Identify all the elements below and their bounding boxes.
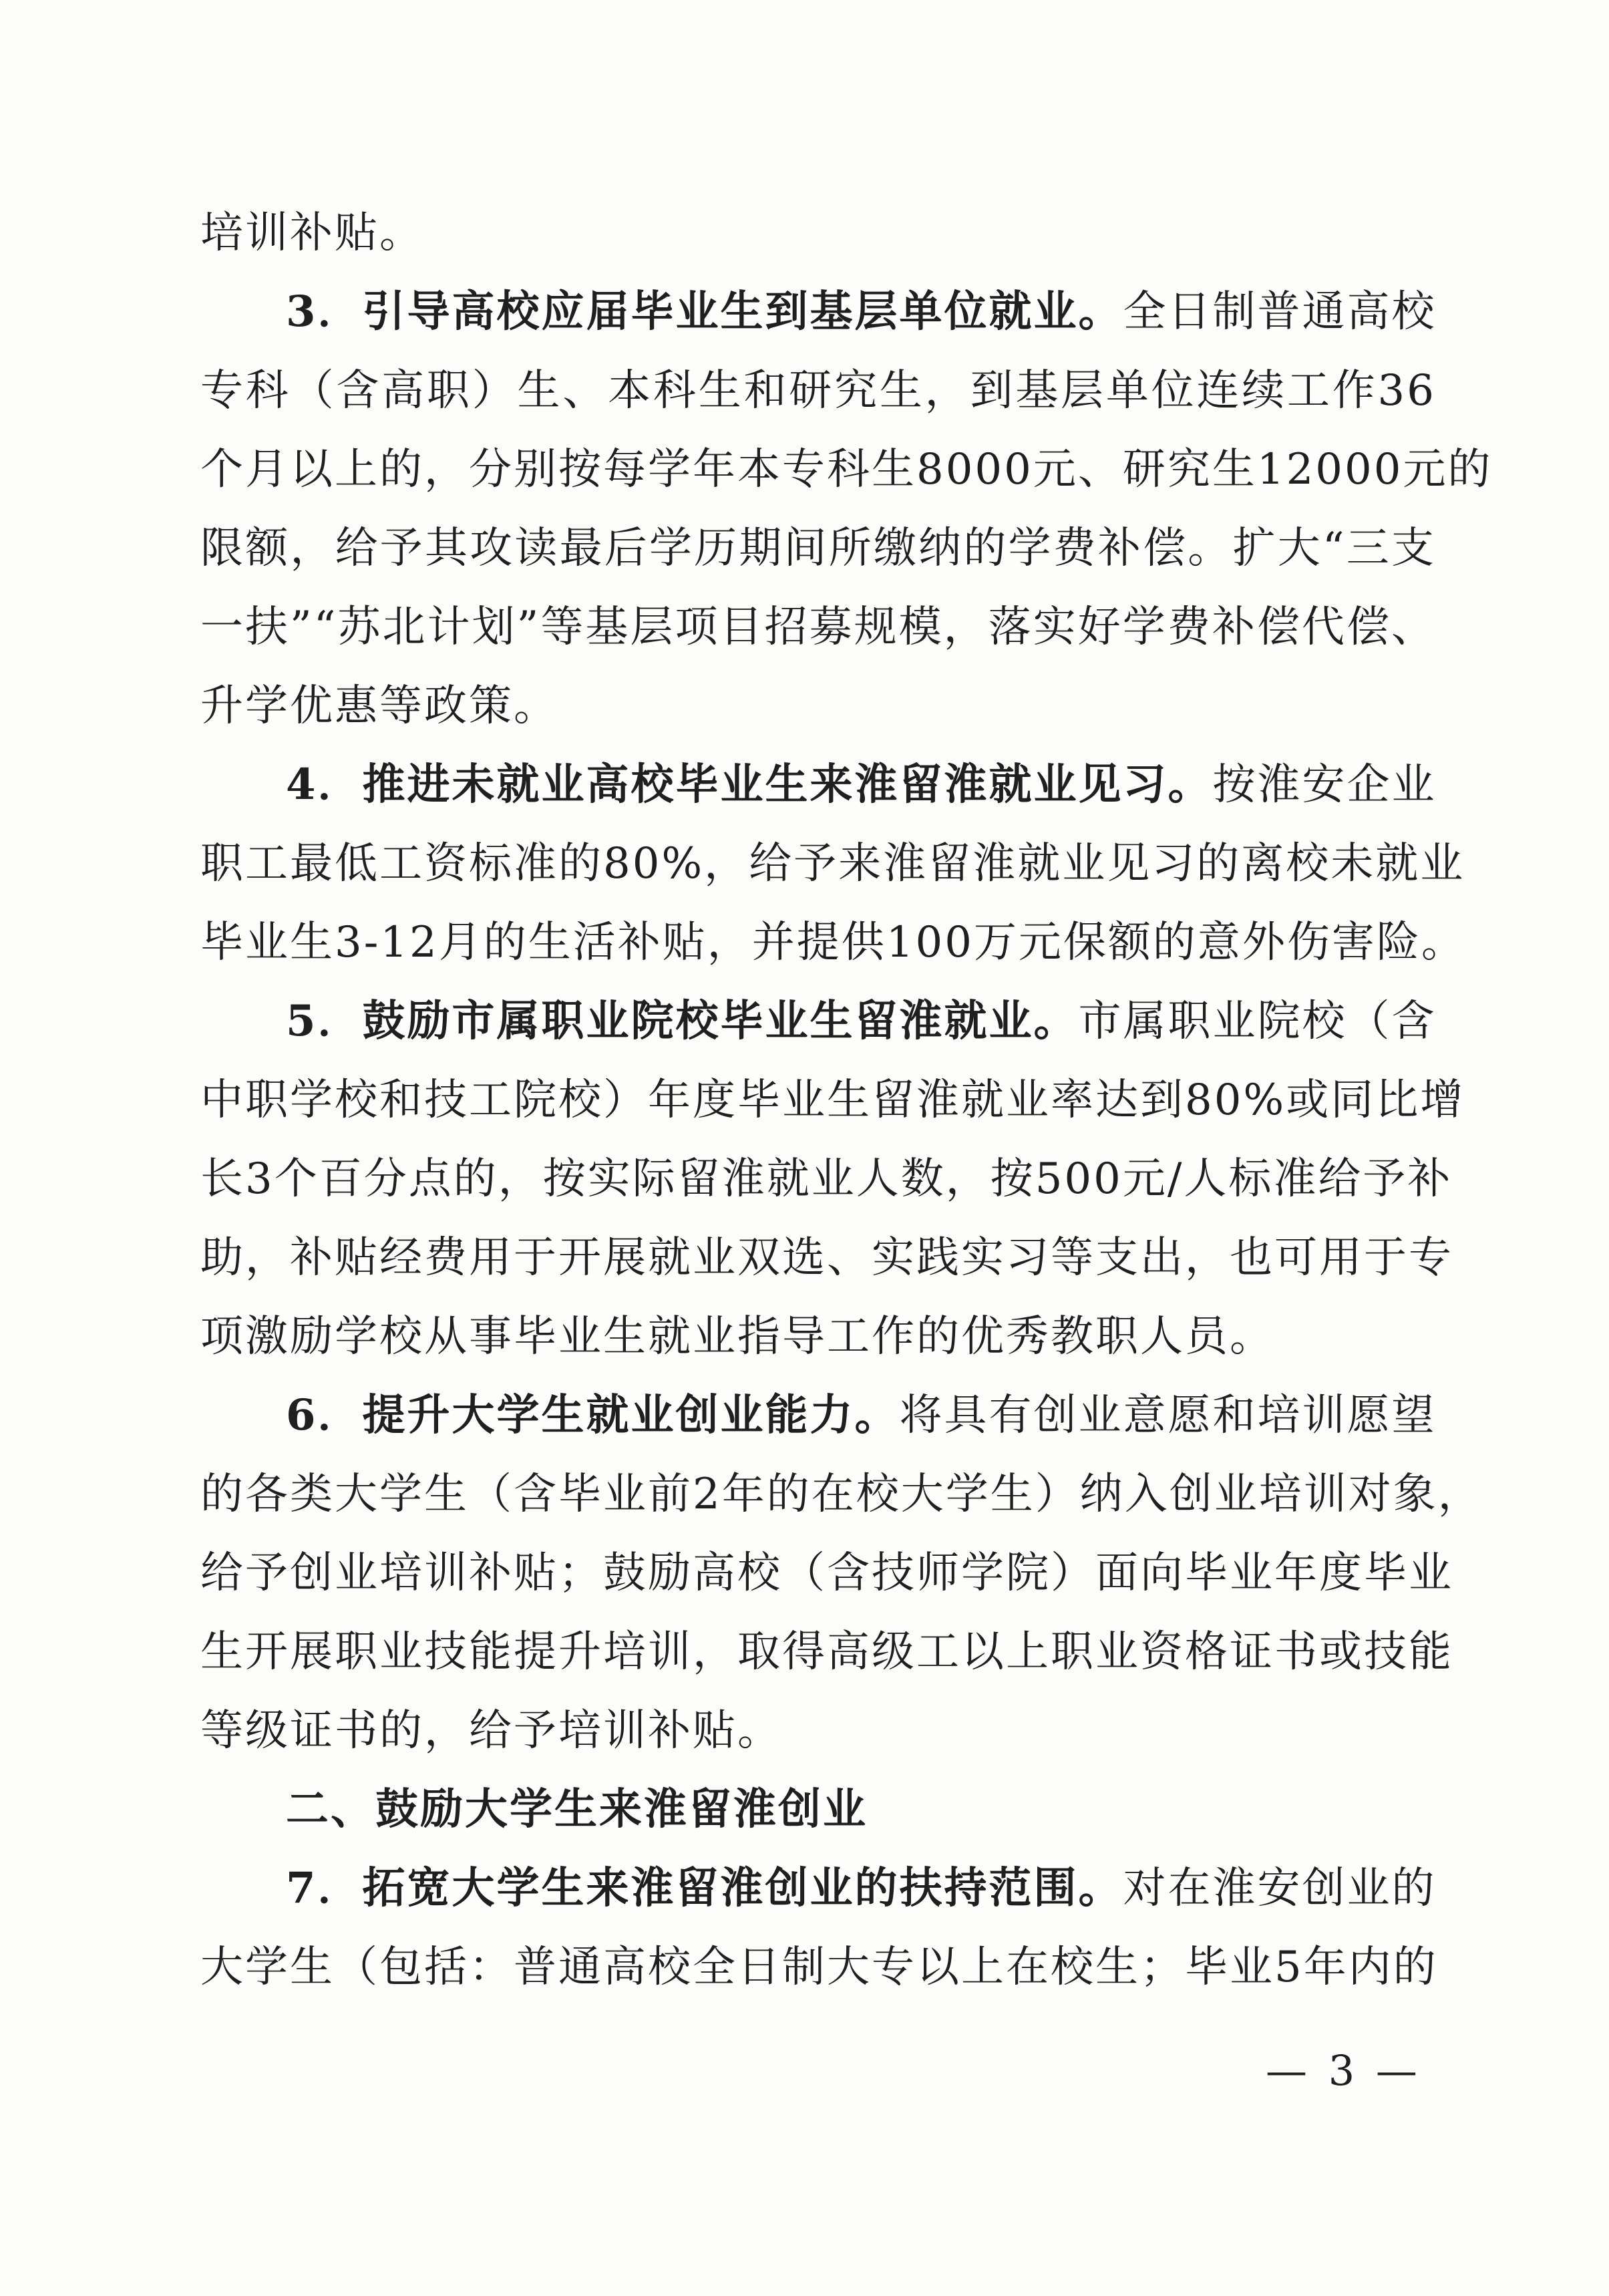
- item-4-text: 按淮安企业: [1212, 760, 1437, 810]
- text-line: 的各类大学生（含毕业前2年的在校大学生）纳入创业培训对象，: [200, 1470, 1483, 1519]
- text-line: 给予创业培训补贴；鼓励高校（含技师学院）面向毕业年度毕业: [200, 1548, 1453, 1598]
- text-line: 毕业生3-12月的生活补贴，并提供100万元保额的意外伤害险。: [200, 918, 1466, 967]
- item-7-heading: 7．拓宽大学生来淮留淮创业的扶持范围。: [286, 1863, 1123, 1913]
- item-5-first-line: [200, 982, 1436, 1061]
- text-line: 项激励学校从事毕业生就业指导工作的优秀教职人员。: [200, 1312, 1274, 1361]
- item-5-heading: 5．鼓励市属职业院校毕业生留淮就业。: [286, 996, 1079, 1046]
- section-heading: 二、鼓励大学生来淮留淮创业: [286, 1785, 868, 1834]
- text-line: 一扶”“苏北计划”等基层项目招募规模，落实好学费补偿代偿、: [200, 603, 1436, 652]
- text-line: 个月以上的，分别按每学年本专科生8000元、研究生12000元的: [200, 445, 1493, 494]
- item-3-heading: 3．引导高校应届毕业生到基层单位就业。: [286, 287, 1123, 337]
- item-3-text: 全日制普通高校: [1123, 287, 1437, 337]
- text-line: 培训补贴。: [200, 208, 424, 258]
- item-4-first-line: [200, 746, 1436, 824]
- item-6-text: 将具有创业意愿和培训愿望: [899, 1391, 1437, 1440]
- item-3-first-line: [200, 273, 1436, 351]
- document-body: [200, 194, 1493, 2007]
- text-line: 限额，给予其攻读最后学历期间所缴纳的学费补偿。扩大“三支: [200, 524, 1436, 573]
- text-line: 中职学校和技工院校）年度毕业生留淮就业率达到80%或同比增: [200, 1076, 1465, 1125]
- item-6-first-line: [200, 1376, 1436, 1455]
- text-line: 助，补贴经费用于开展就业双选、实践实习等支出，也可用于专: [200, 1233, 1453, 1283]
- text-line: 等级证书的，给予培训补贴。: [200, 1706, 782, 1756]
- text-line: 升学优惠等政策。: [200, 681, 558, 731]
- text-line: 大学生（包括：普通高校全日制大专以上在校生；毕业5年内的: [200, 1943, 1438, 1992]
- item-7-first-line: [200, 1849, 1436, 1928]
- text-line: 专科（含高职）生、本科生和研究生，到基层单位连续工作36: [200, 366, 1436, 416]
- item-5-text: 市属职业院校（含: [1078, 997, 1437, 1046]
- text-line: 长3个百分点的，按实际留淮就业人数，按500元/人标准给予补: [200, 1154, 1453, 1204]
- text-line: 生开展职业技能提升培训，取得高级工以上职业资格证书或技能: [200, 1627, 1453, 1677]
- page-number: — 3 —: [1266, 2046, 1421, 2095]
- item-7-text: 对在淮安创业的: [1123, 1864, 1437, 1913]
- text-line: 职工最低工资标准的80%，给予来淮留淮就业见习的离校未就业: [200, 839, 1465, 888]
- item-6-heading: 6．提升大学生就业创业能力。: [286, 1390, 900, 1440]
- item-4-heading: 4．推进未就业高校毕业生来淮留淮就业见习。: [286, 760, 1213, 810]
